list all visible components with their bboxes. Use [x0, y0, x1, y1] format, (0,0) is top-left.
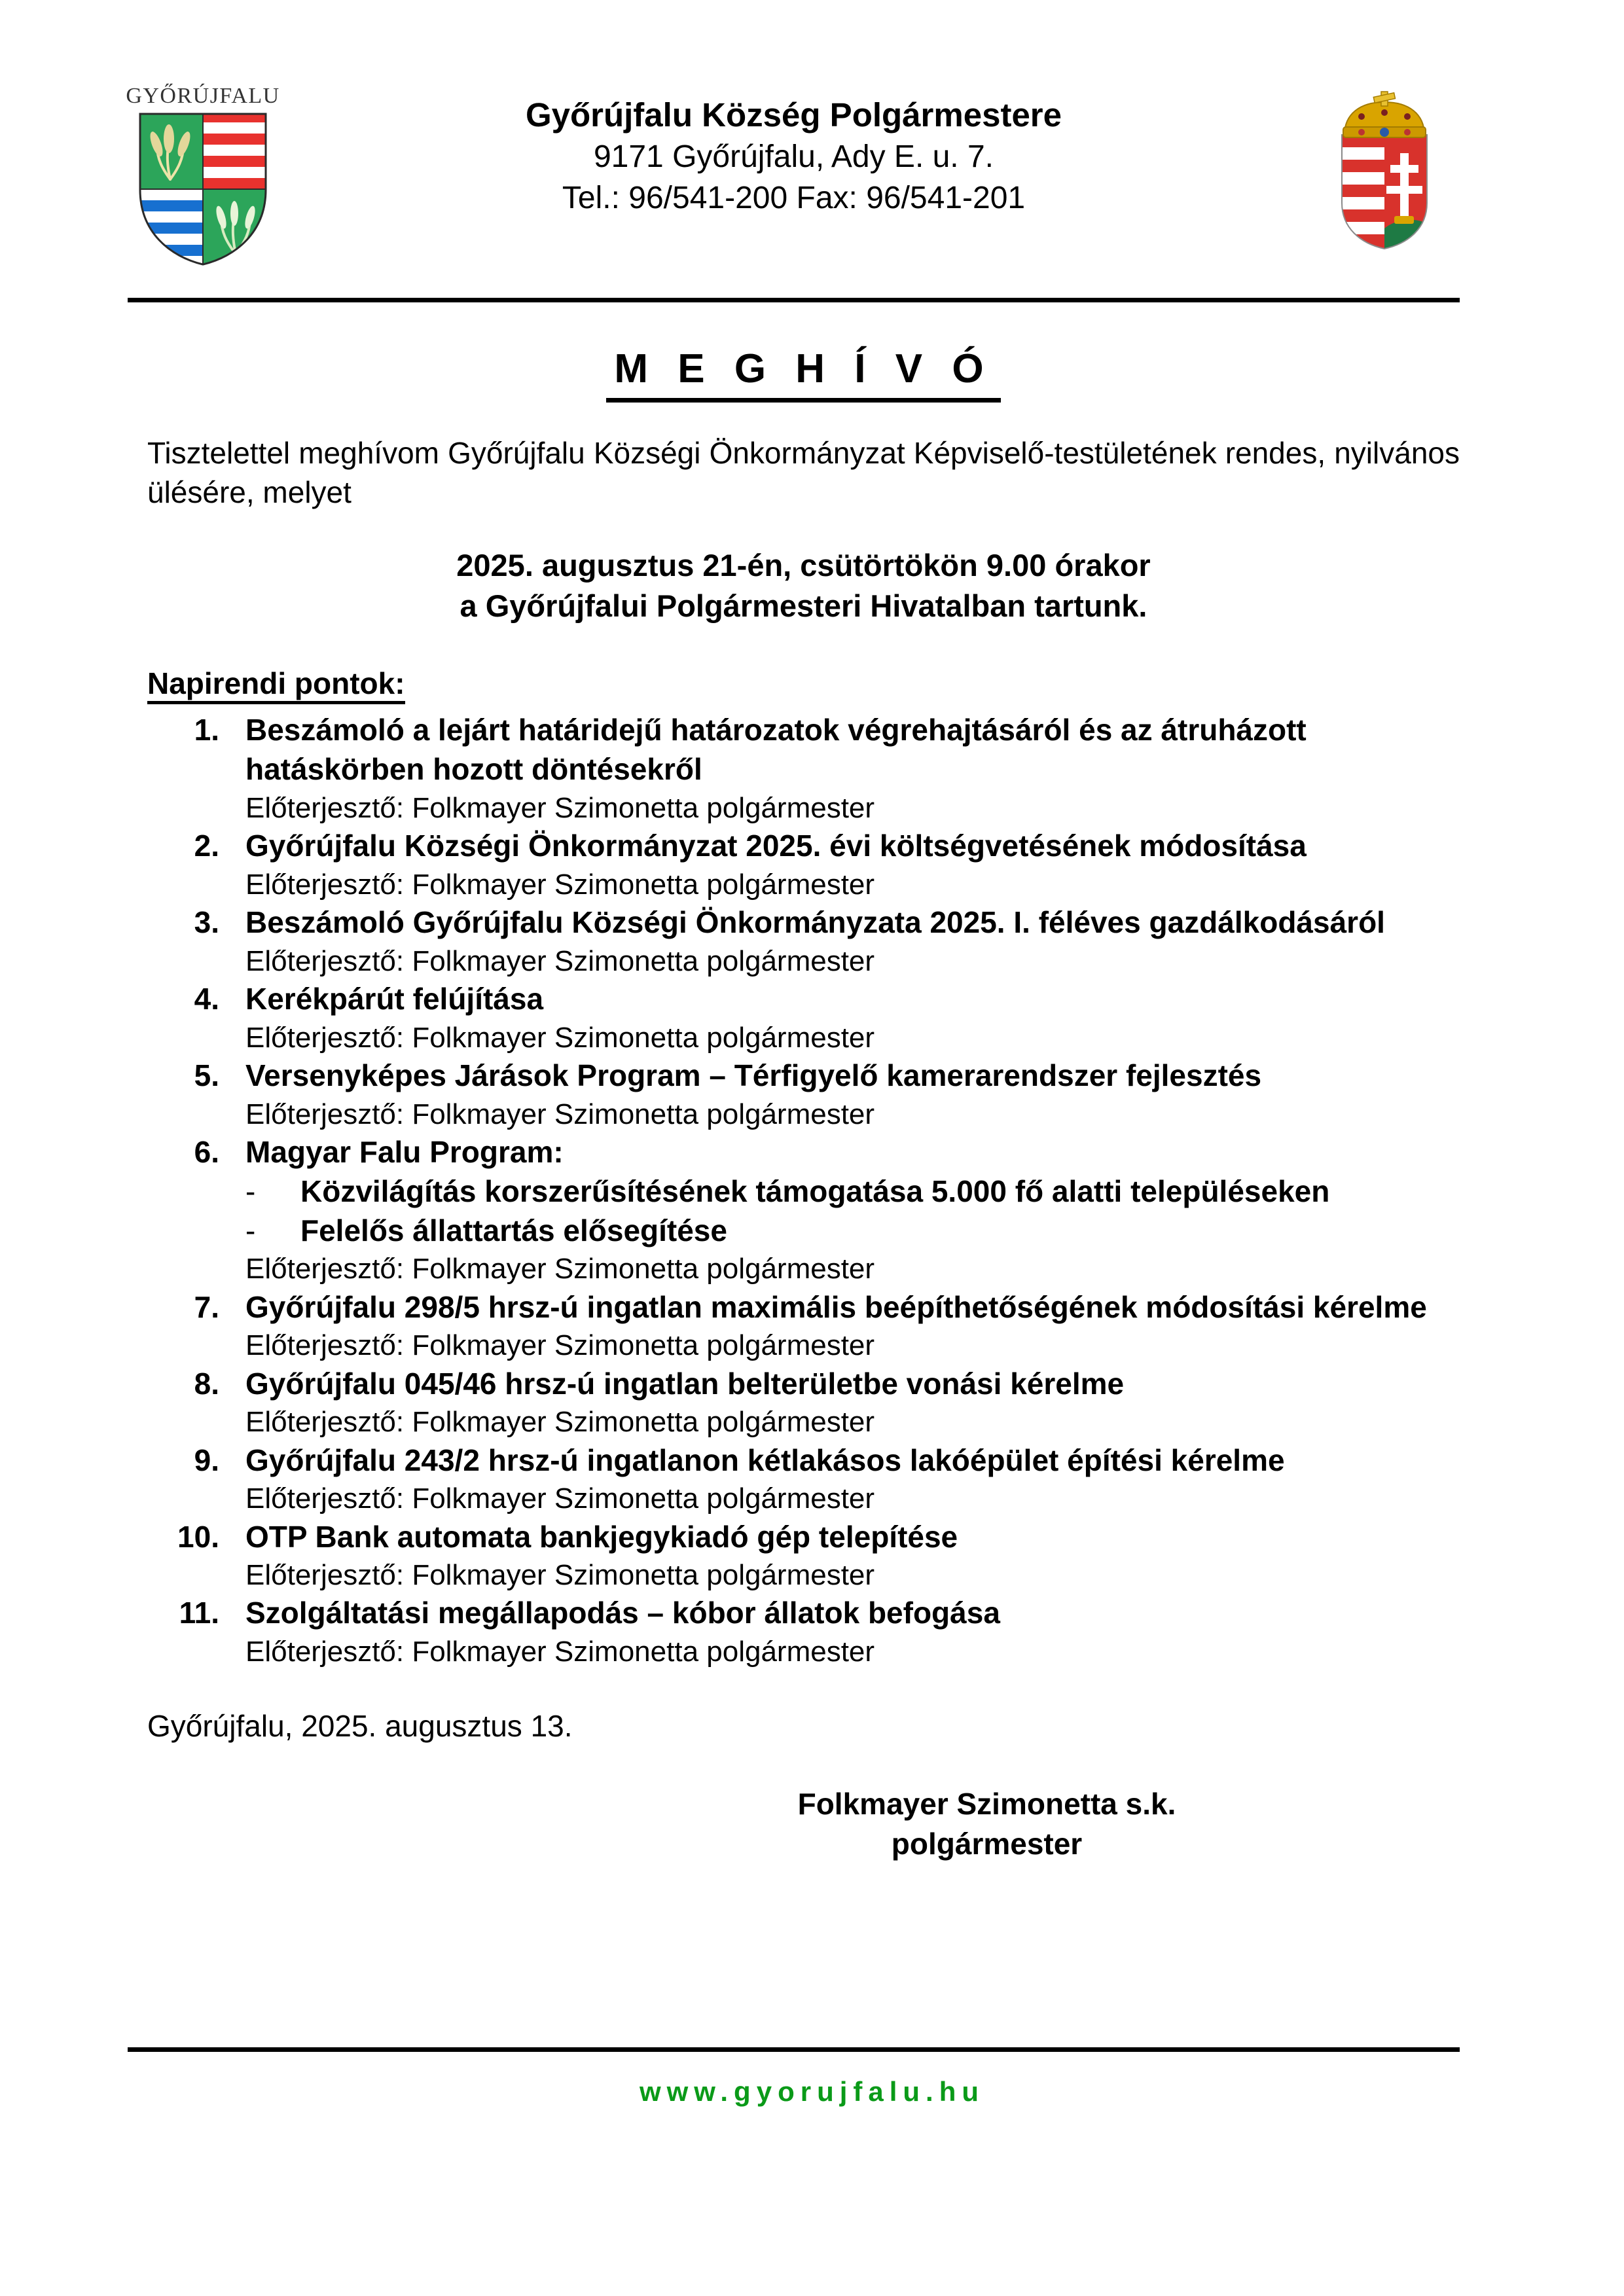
page-title-text: M E G H Í V Ó [606, 346, 1000, 403]
meeting-datetime: 2025. augusztus 21-én, csütörtökön 9.00 órakor [456, 547, 1151, 583]
agenda-list [147, 711, 1460, 1670]
village-coat-of-arms [128, 79, 278, 267]
agenda-item [147, 1594, 1460, 1670]
agenda-item [147, 1056, 1460, 1133]
agenda-item-title: Győrújfalu 243/2 hrsz-ú ingatlanon kétlakásos lakóépület építési kérelme [245, 1443, 1285, 1477]
signature-block [147, 1784, 1460, 1863]
agenda-item-number: 7. [194, 1289, 219, 1324]
agenda-item-number: 1. [194, 713, 219, 747]
hungary-crest-icon [1322, 88, 1447, 251]
agenda-item-title: Versenyképes Járások Program – Térfigyelő kamerarendszer fejlesztés [245, 1058, 1262, 1092]
agenda-item-presenter: Előterjesztő: Folkmayer Szimonetta polgármester [245, 868, 875, 901]
agenda-item-presenter: Előterjesztő: Folkmayer Szimonetta polgármester [245, 791, 875, 824]
agenda-item-presenter: Előterjesztő: Folkmayer Szimonetta polgármester [245, 1482, 875, 1515]
agenda-item [147, 1441, 1460, 1518]
agenda-item-presenter: Előterjesztő: Folkmayer Szimonetta polgármester [245, 1253, 875, 1285]
agenda-item-number: 5. [194, 1058, 219, 1092]
agenda-item-presenter: Előterjesztő: Folkmayer Szimonetta polgármester [245, 1636, 875, 1668]
agenda-item-number: 9. [194, 1443, 219, 1477]
office-address: 9171 Győrújfalu, Ady E. u. 7. [593, 139, 994, 175]
agenda-subitem-list [245, 1172, 1460, 1251]
agenda-item-title: Győrújfalu 045/46 hrsz-ú ingatlan belterületbe vonási kérelme [245, 1366, 1125, 1401]
agenda-subitem [245, 1172, 1460, 1211]
agenda-item-presenter: Előterjesztő: Folkmayer Szimonetta polgármester [245, 1098, 875, 1130]
office-contact: Tel.: 96/541-200 Fax: 96/541-201 [562, 180, 1026, 215]
agenda-item [147, 711, 1460, 827]
agenda-subitem-text: Közvilágítás korszerűsítésének támogatása 5.000 fő alatti településeken [300, 1174, 1330, 1208]
agenda-item-title: Beszámoló a lejárt határidejű határozatok végrehajtásáról és az átruházott hatáskörben hozott döntésekről [245, 713, 1307, 787]
dash-bullet-icon: - [245, 1174, 256, 1208]
hungary-coat-of-arms [1309, 79, 1460, 251]
agenda-item [147, 1133, 1460, 1288]
agenda-item-presenter: Előterjesztő: Folkmayer Szimonetta polgármester [245, 1329, 875, 1362]
meeting-details [147, 545, 1460, 626]
agenda-item [147, 1365, 1460, 1441]
dash-bullet-icon: - [245, 1213, 256, 1247]
agenda-item-number: 8. [194, 1366, 219, 1401]
footer-divider [128, 2047, 1460, 2052]
agenda-item-number: 3. [194, 905, 219, 940]
village-crest-label: GYŐRÚJFALU [126, 84, 280, 108]
agenda-item-title: Kerékpárút felújítása [245, 982, 544, 1016]
agenda-item-title: Győrújfalu Községi Önkormányzat 2025. évi költségvetésének módosítása [245, 829, 1307, 863]
agenda-item-presenter: Előterjesztő: Folkmayer Szimonetta polgármester [245, 1406, 875, 1439]
agenda-item-presenter: Előterjesztő: Folkmayer Szimonetta polgármester [245, 1559, 875, 1592]
letterhead [128, 79, 1460, 275]
agenda-item-number: 6. [194, 1134, 219, 1169]
agenda-item [147, 827, 1460, 903]
signatory-role: polgármester [891, 1826, 1083, 1861]
agenda-heading: Napirendi pontok: [147, 667, 405, 705]
office-title: Győrújfalu Község Polgármestere [525, 96, 1062, 134]
agenda-item-presenter: Előterjesztő: Folkmayer Szimonetta polgármester [245, 944, 875, 977]
agenda-item [147, 1518, 1460, 1594]
agenda-item-number: 10. [177, 1519, 219, 1554]
agenda-heading-wrap [147, 626, 1460, 705]
agenda-item-presenter: Előterjesztő: Folkmayer Szimonetta polgármester [245, 1021, 875, 1054]
agenda-item-title: Beszámoló Győrújfalu Községi Önkormányzata 2025. I. féléves gazdálkodásáról [245, 905, 1385, 940]
letterhead-text [278, 79, 1309, 219]
place-and-date: Győrújfalu, 2025. augusztus 13. [147, 1709, 573, 1744]
header-divider [128, 298, 1460, 302]
agenda-item-title: OTP Bank automata bankjegykiadó gép telepítése [245, 1519, 958, 1554]
meeting-location: a Győrújfalui Polgármesteri Hivatalban tartunk. [460, 588, 1147, 623]
agenda-item [147, 903, 1460, 980]
agenda-item-title: Győrújfalu 298/5 hrsz-ú ingatlan maximális beépíthetőségének módosítási kérelme [245, 1289, 1427, 1324]
document-body [147, 327, 1460, 1864]
invitation-intro: Tisztelettel meghívom Győrújfalu Községi Önkormányzat Képviselő-testületének rendes, nyilvános ülésére, melyet [147, 436, 1460, 509]
holy-crown-icon [1343, 92, 1426, 137]
agenda-item-number: 11. [179, 1596, 219, 1630]
agenda-item-title: Szolgáltatási megállapodás – kóbor állatok befogása [245, 1596, 1000, 1630]
agenda-item-title: Magyar Falu Program: [245, 1134, 564, 1169]
agenda-item [147, 980, 1460, 1056]
agenda-subitem [245, 1211, 1460, 1251]
agenda-item-number: 4. [194, 982, 219, 1016]
page-title [147, 346, 1460, 396]
gyorujfalu-shield-icon [137, 111, 268, 267]
agenda-item-number: 2. [194, 829, 219, 863]
website-url[interactable]: www.gyorujfalu.hu [639, 2076, 985, 2107]
agenda-subitem-text: Felelős állattartás elősegítése [300, 1213, 727, 1247]
signatory-name: Folkmayer Szimonetta s.k. [797, 1787, 1176, 1821]
agenda-item [147, 1288, 1460, 1365]
